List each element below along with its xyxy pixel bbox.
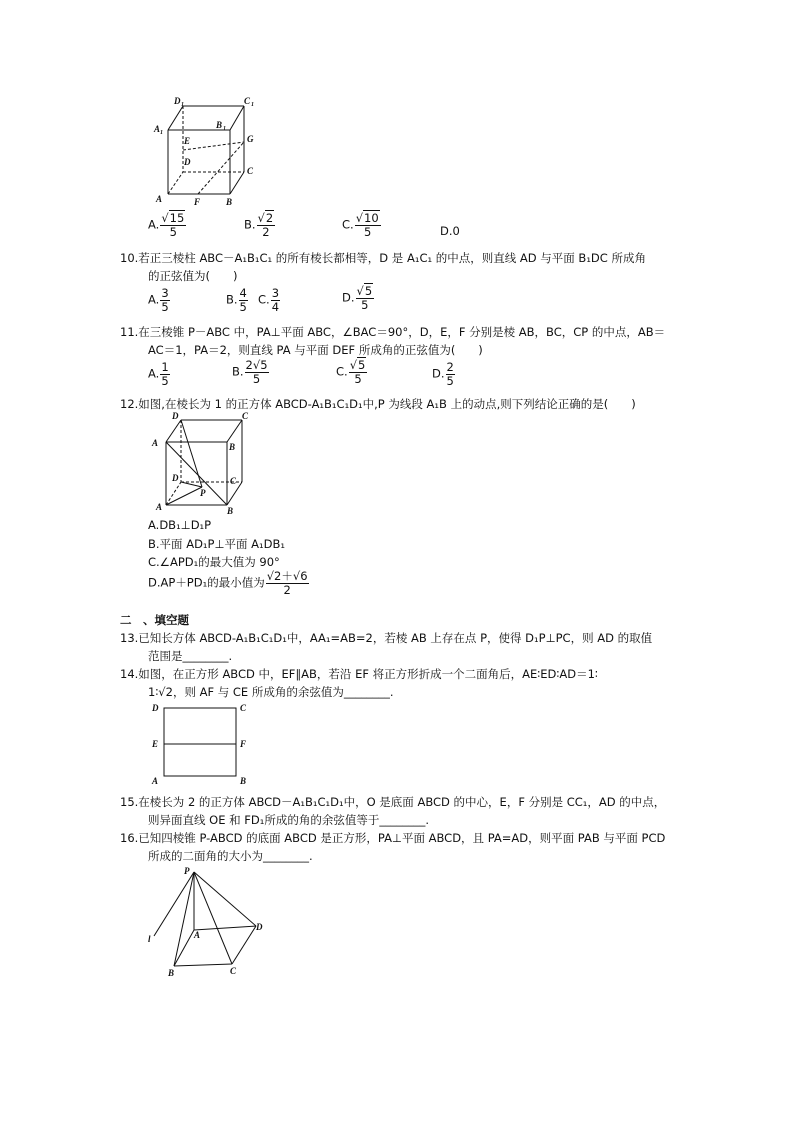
fig12-label-A1: A <box>152 438 159 448</box>
q14-stem-line2: 1∶√2，则 AF 与 CE 所成角的余弦值为________. <box>148 685 394 699</box>
option-letter: C. <box>258 292 270 307</box>
fig9-label-B: B <box>226 197 233 207</box>
option-letter: B. <box>232 364 244 379</box>
option-letter: A. <box>148 366 160 381</box>
opt-den: 2 <box>262 224 270 239</box>
opt-den: 5 <box>239 299 247 314</box>
q13-stem-line2: 范围是________. <box>148 649 233 663</box>
opt-num: 3 <box>271 286 280 300</box>
q15-stem-line2: 则异面直线 OE 和 FD₁所成的角的余弦值等于________. <box>148 813 430 827</box>
fig9-label-B1: B <box>216 120 223 130</box>
q10-option-c[interactable] <box>258 287 281 313</box>
fig12-label-A: A <box>156 502 163 512</box>
q15-stem-line1: 15.在棱长为 2 的正方体 ABCD－A₁B₁C₁D₁中，O 是底面 ABCD 的中心，E，F 分别是 CC₁，AD 的中点， <box>120 795 666 809</box>
fig9-label-F: F <box>194 197 201 207</box>
fig16-label-C: C <box>230 966 237 976</box>
fig12-label-P: P <box>200 488 206 498</box>
q11-option-c[interactable]: C. $\frac{√5}{5}$ <box>336 358 366 386</box>
q11-option-d[interactable] <box>432 361 456 387</box>
opt-den: 5 <box>161 373 169 388</box>
fig9-label-D1: D <box>174 96 181 106</box>
fig9-label-A: A <box>156 194 163 204</box>
fig16-label-l: l <box>148 934 151 944</box>
opt-num: 2 <box>265 211 274 225</box>
q10-option-a[interactable] <box>148 287 171 313</box>
opt-den: 5 <box>252 371 261 386</box>
q14-stem-line1: 14.如图，在正方形 ABCD 中，EF∥AB，若沿 EF 将正方形折成一个二面角后，AE∶ED∶AD＝1∶ <box>120 667 598 681</box>
opt-den: 5 <box>354 371 362 386</box>
q9-option-c[interactable]: C. $\frac{√10}{5}$ <box>342 211 379 239</box>
q12-option-b[interactable]: B.平面 AD₁P⊥平面 A₁DB₁ <box>148 537 285 551</box>
fig9-sub: 1 <box>223 126 226 132</box>
option-letter: D. <box>440 224 453 238</box>
option-letter: D. <box>342 290 355 305</box>
option-text: D.AP＋PD₁的最小值为 <box>148 575 265 590</box>
opt-num: 15 <box>169 211 185 225</box>
q11-option-a[interactable] <box>148 361 171 387</box>
figure-q16-pyramid <box>144 864 274 978</box>
q16-stem-line1: 16.已知四棱锥 P-ABCD 的底面 ABCD 是正方形，PA⊥平面 ABCD，且 PA=AD，则平面 PAB 与平面 PCD <box>120 831 666 845</box>
option-letter: A. <box>148 217 160 232</box>
fig9-label-G: G <box>247 134 254 144</box>
fig14-label-F: F <box>240 739 247 749</box>
fig9-sub: 1 <box>251 102 254 108</box>
fig14-label-B: B <box>240 776 247 786</box>
fig12-label-B: B <box>227 506 234 514</box>
q10-option-d[interactable]: D. $\frac{√5}{5}$ <box>342 284 373 312</box>
figure-q9-cube <box>150 92 260 210</box>
fig14-label-A: A <box>152 776 159 786</box>
q10-option-b[interactable] <box>226 287 249 313</box>
opt-num: √2＋√6 <box>266 569 308 583</box>
opt-num: 2√5 <box>245 358 268 372</box>
opt-num: 1 <box>161 360 169 374</box>
opt-num: 5 <box>364 284 373 298</box>
opt-den: 5 <box>446 373 454 388</box>
q12-option-a[interactable]: A.DB₁⊥D₁P <box>148 518 212 532</box>
fig14-label-C: C <box>240 703 247 713</box>
opt-num: 3 <box>161 286 169 300</box>
q11-option-b[interactable] <box>232 359 270 385</box>
option-letter: B. <box>244 217 256 232</box>
q9-option-a[interactable]: A. $\frac{√15}{5}$ <box>148 211 185 239</box>
q12-option-c[interactable]: C.∠APD₁的最大值为 90° <box>148 555 280 569</box>
opt-num: 10 <box>364 211 379 225</box>
fig9-sub: 1 <box>181 102 184 108</box>
fig14-label-D: D <box>152 703 159 713</box>
q9-option-d[interactable] <box>440 224 460 238</box>
fig12-label-C1: C <box>242 411 249 421</box>
option-letter: C. <box>342 217 354 232</box>
fig9-label-C1: C <box>244 96 251 106</box>
fig12-label-D: D <box>172 473 179 483</box>
opt-den: 5 <box>161 299 169 314</box>
q12-option-d[interactable] <box>148 570 310 596</box>
fig12-label-D1: D <box>172 411 179 421</box>
fig9-label-C: C <box>247 166 254 176</box>
opt-num: 5 <box>358 358 366 372</box>
q12-stem-line1: 12.如图,在棱长为 1 的正方体 ABCD-A₁B₁C₁D₁中,P 为线段 A₁B 上的动点,则下列结论正确的是( ) <box>120 397 636 411</box>
fig9-label-E: E <box>184 136 191 146</box>
option-letter: A. <box>148 292 160 307</box>
fig16-label-P: P <box>184 866 190 876</box>
fig16-label-D: D <box>256 922 263 932</box>
q9-option-b[interactable]: B. $\frac{√2}{2}$ <box>244 211 274 239</box>
opt-den: 5 <box>364 224 372 239</box>
fig12-label-B1: B <box>229 442 236 452</box>
q10-stem-line1: 10.若正三棱柱 ABC－A₁B₁C₁ 的所有棱长都相等，D 是 A₁C₁ 的中点，则直线 AD 与平面 B₁DC 所成角 <box>120 251 646 265</box>
opt-den: 5 <box>169 224 177 239</box>
option-letter: D. <box>432 366 445 381</box>
fig12-label-C: C <box>230 476 237 486</box>
figure-q12-cube <box>150 410 250 514</box>
figure-q14-square <box>150 700 250 786</box>
fig9-sub: 1 <box>160 130 163 136</box>
opt-den: 5 <box>361 297 369 312</box>
option-letter: C. <box>336 364 348 379</box>
fig16-label-B: B <box>168 968 175 978</box>
fig9-label-D: D <box>184 157 191 167</box>
opt-num: 2 <box>446 360 454 374</box>
opt-den: 2 <box>283 582 291 597</box>
fig14-label-E: E <box>152 739 159 749</box>
q11-stem-line1: 11.在三棱锥 P－ABC 中，PA⊥平面 ABC，∠BAC＝90°，D，E，F 分别是棱 AB，BC，CP 的中点，AB＝ <box>120 325 666 339</box>
fig9-label-A1: A <box>154 124 161 134</box>
q11-stem-line2: AC＝1，PA＝2，则直线 PA 与平面 DEF 所成角的正弦值为( ) <box>148 343 483 357</box>
opt-den: 4 <box>271 299 280 314</box>
opt-num: 4 <box>239 286 247 300</box>
section-title-fill-blank: 二 、填空题 <box>120 613 189 627</box>
fig16-label-A: A <box>194 930 201 940</box>
option-letter: B. <box>226 292 238 307</box>
q16-stem-line2: 所成的二面角的大小为________. <box>148 849 313 863</box>
q10-stem-line2: 的正弦值为( ) <box>148 269 238 283</box>
q13-stem-line1: 13.已知长方体 ABCD-A₁B₁C₁D₁中，AA₁=AB=2，若棱 AB 上存在点 P，使得 D₁P⊥PC，则 AD 的取值 <box>120 631 653 645</box>
option-value: 0 <box>452 224 460 238</box>
